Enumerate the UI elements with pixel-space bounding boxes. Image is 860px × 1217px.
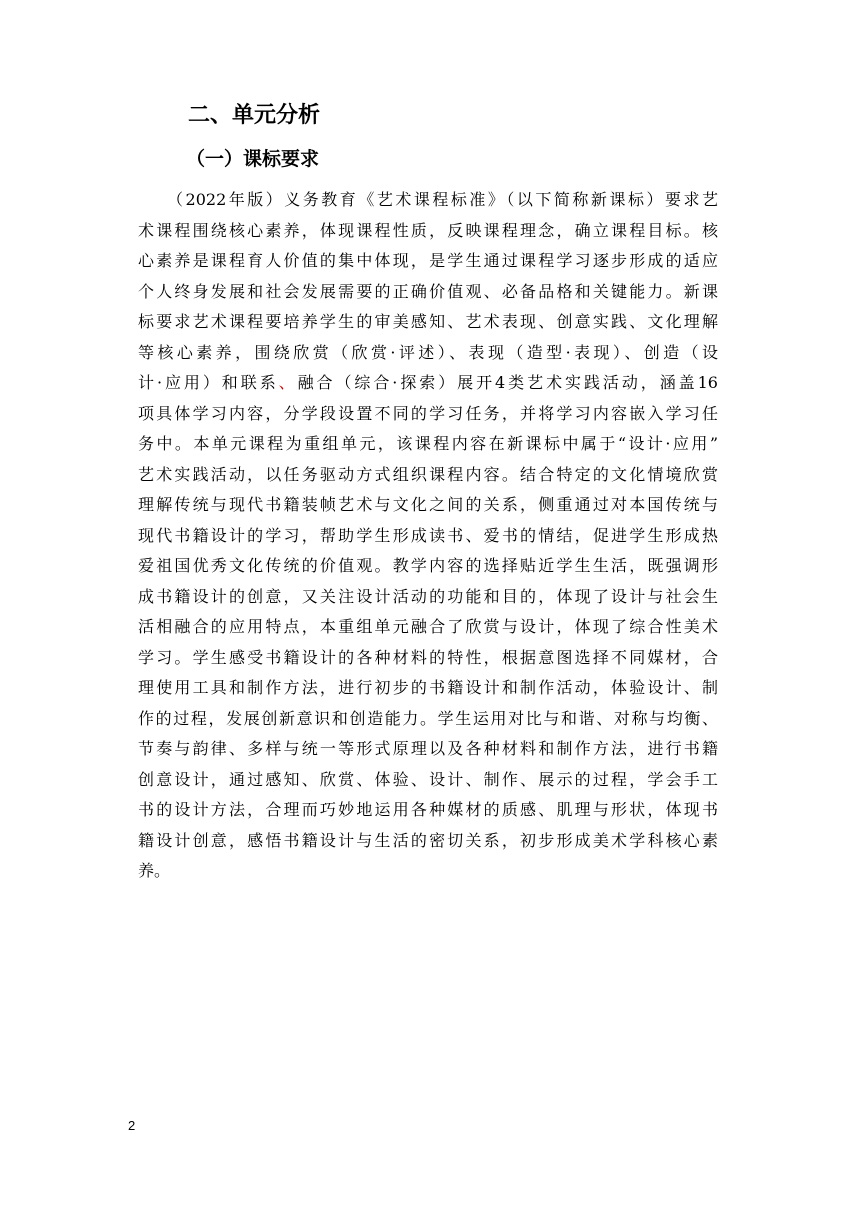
paragraph-line: 作的过程，发展创新意识和创造能力。学生运用对比与和谐、对称与均衡、 xyxy=(138,708,718,728)
paragraph-line: 成书籍设计的创意，又关注设计活动的功能和目的，体现了设计与社会生 xyxy=(138,586,718,606)
paragraph-line: 标要求艺术课程要培养学生的审美感知、艺术表现、创意实践、文化理解 xyxy=(138,312,718,331)
paragraph-line: 理使用工具和制作方法，进行初步的书籍设计和制作活动，体验设计、制 xyxy=(138,678,718,697)
paragraph-line: 创意设计，通过感知、欣赏、体验、设计、制作、展示的过程，学会手工 xyxy=(138,769,718,789)
paragraph-line: 节奏与韵律、多样与统一等形式原理以及各种材料和制作方法，进行书籍 xyxy=(138,739,718,758)
paragraph-line: 等核心素养，围绕欣赏（欣赏·评述）、表现（造型·表现）、创造（设 xyxy=(138,342,718,362)
highlighted-punctuation: 、 xyxy=(278,373,298,392)
paragraph-line: 术课程围绕核心素养，体现课程性质，反映课程理念，确立课程目标。核 xyxy=(138,220,718,240)
paragraph-line: 活相融合的应用特点，本重组单元融合了欣赏与设计，体现了综合性美术 xyxy=(138,617,718,636)
subsection-heading: （一）课标要求 xyxy=(186,148,320,170)
paragraph-line: 籍设计创意，感悟书籍设计与生活的密切关系，初步形成美术学科核心素 xyxy=(138,830,718,850)
paragraph-line: 理解传统与现代书籍装帧艺术与文化之间的关系，侧重通过对本国传统与 xyxy=(138,495,718,514)
paragraph-line: 个人终身发展和社会发展需要的正确价值观、必备品格和关键能力。新课 xyxy=(138,281,718,301)
paragraph-line: 项具体学习内容，分学段设置不同的学习任务，并将学习内容嵌入学习任 xyxy=(138,403,718,423)
paragraph-line: 书的设计方法，合理而巧妙地运用各种媒材的质感、肌理与形状，体现书 xyxy=(138,800,718,819)
line-segment: 计·应用）和联系 xyxy=(138,373,279,392)
line-segment: 融合（综合·探索）展开4类艺术实践活动，涵盖16 xyxy=(297,373,718,392)
page-number: 2 xyxy=(128,1118,136,1133)
paragraph-line: 务中。本单元课程为重组单元，该课程内容在新课标中属于“设计·应用” xyxy=(138,434,718,453)
paragraph-line: 养。 xyxy=(138,861,171,880)
paragraph-line: 艺术实践活动，以任务驱动方式组织课程内容。结合特定的文化情境欣赏 xyxy=(138,464,718,484)
paragraph-line: （2022年版）义务教育《艺术课程标准》（以下简称新课标）要求艺 xyxy=(138,190,718,209)
paragraph-line: 现代书籍设计的学习，帮助学生形成读书、爱书的情结，促进学生形成热 xyxy=(138,525,718,545)
paragraph-line xyxy=(138,368,718,399)
paragraph-line: 爱祖国优秀文化传统的价值观。教学内容的选择贴近学生生活，既强调形 xyxy=(138,556,718,575)
body-paragraph xyxy=(138,185,718,887)
paragraph-line: 学习。学生感受书籍设计的各种材料的特性，根据意图选择不同媒材，合 xyxy=(138,647,718,667)
paragraph-line: 心素养是课程育人价值的集中体现，是学生通过课程学习逐步形成的适应 xyxy=(138,251,718,270)
section-heading: 二、单元分析 xyxy=(188,103,321,128)
